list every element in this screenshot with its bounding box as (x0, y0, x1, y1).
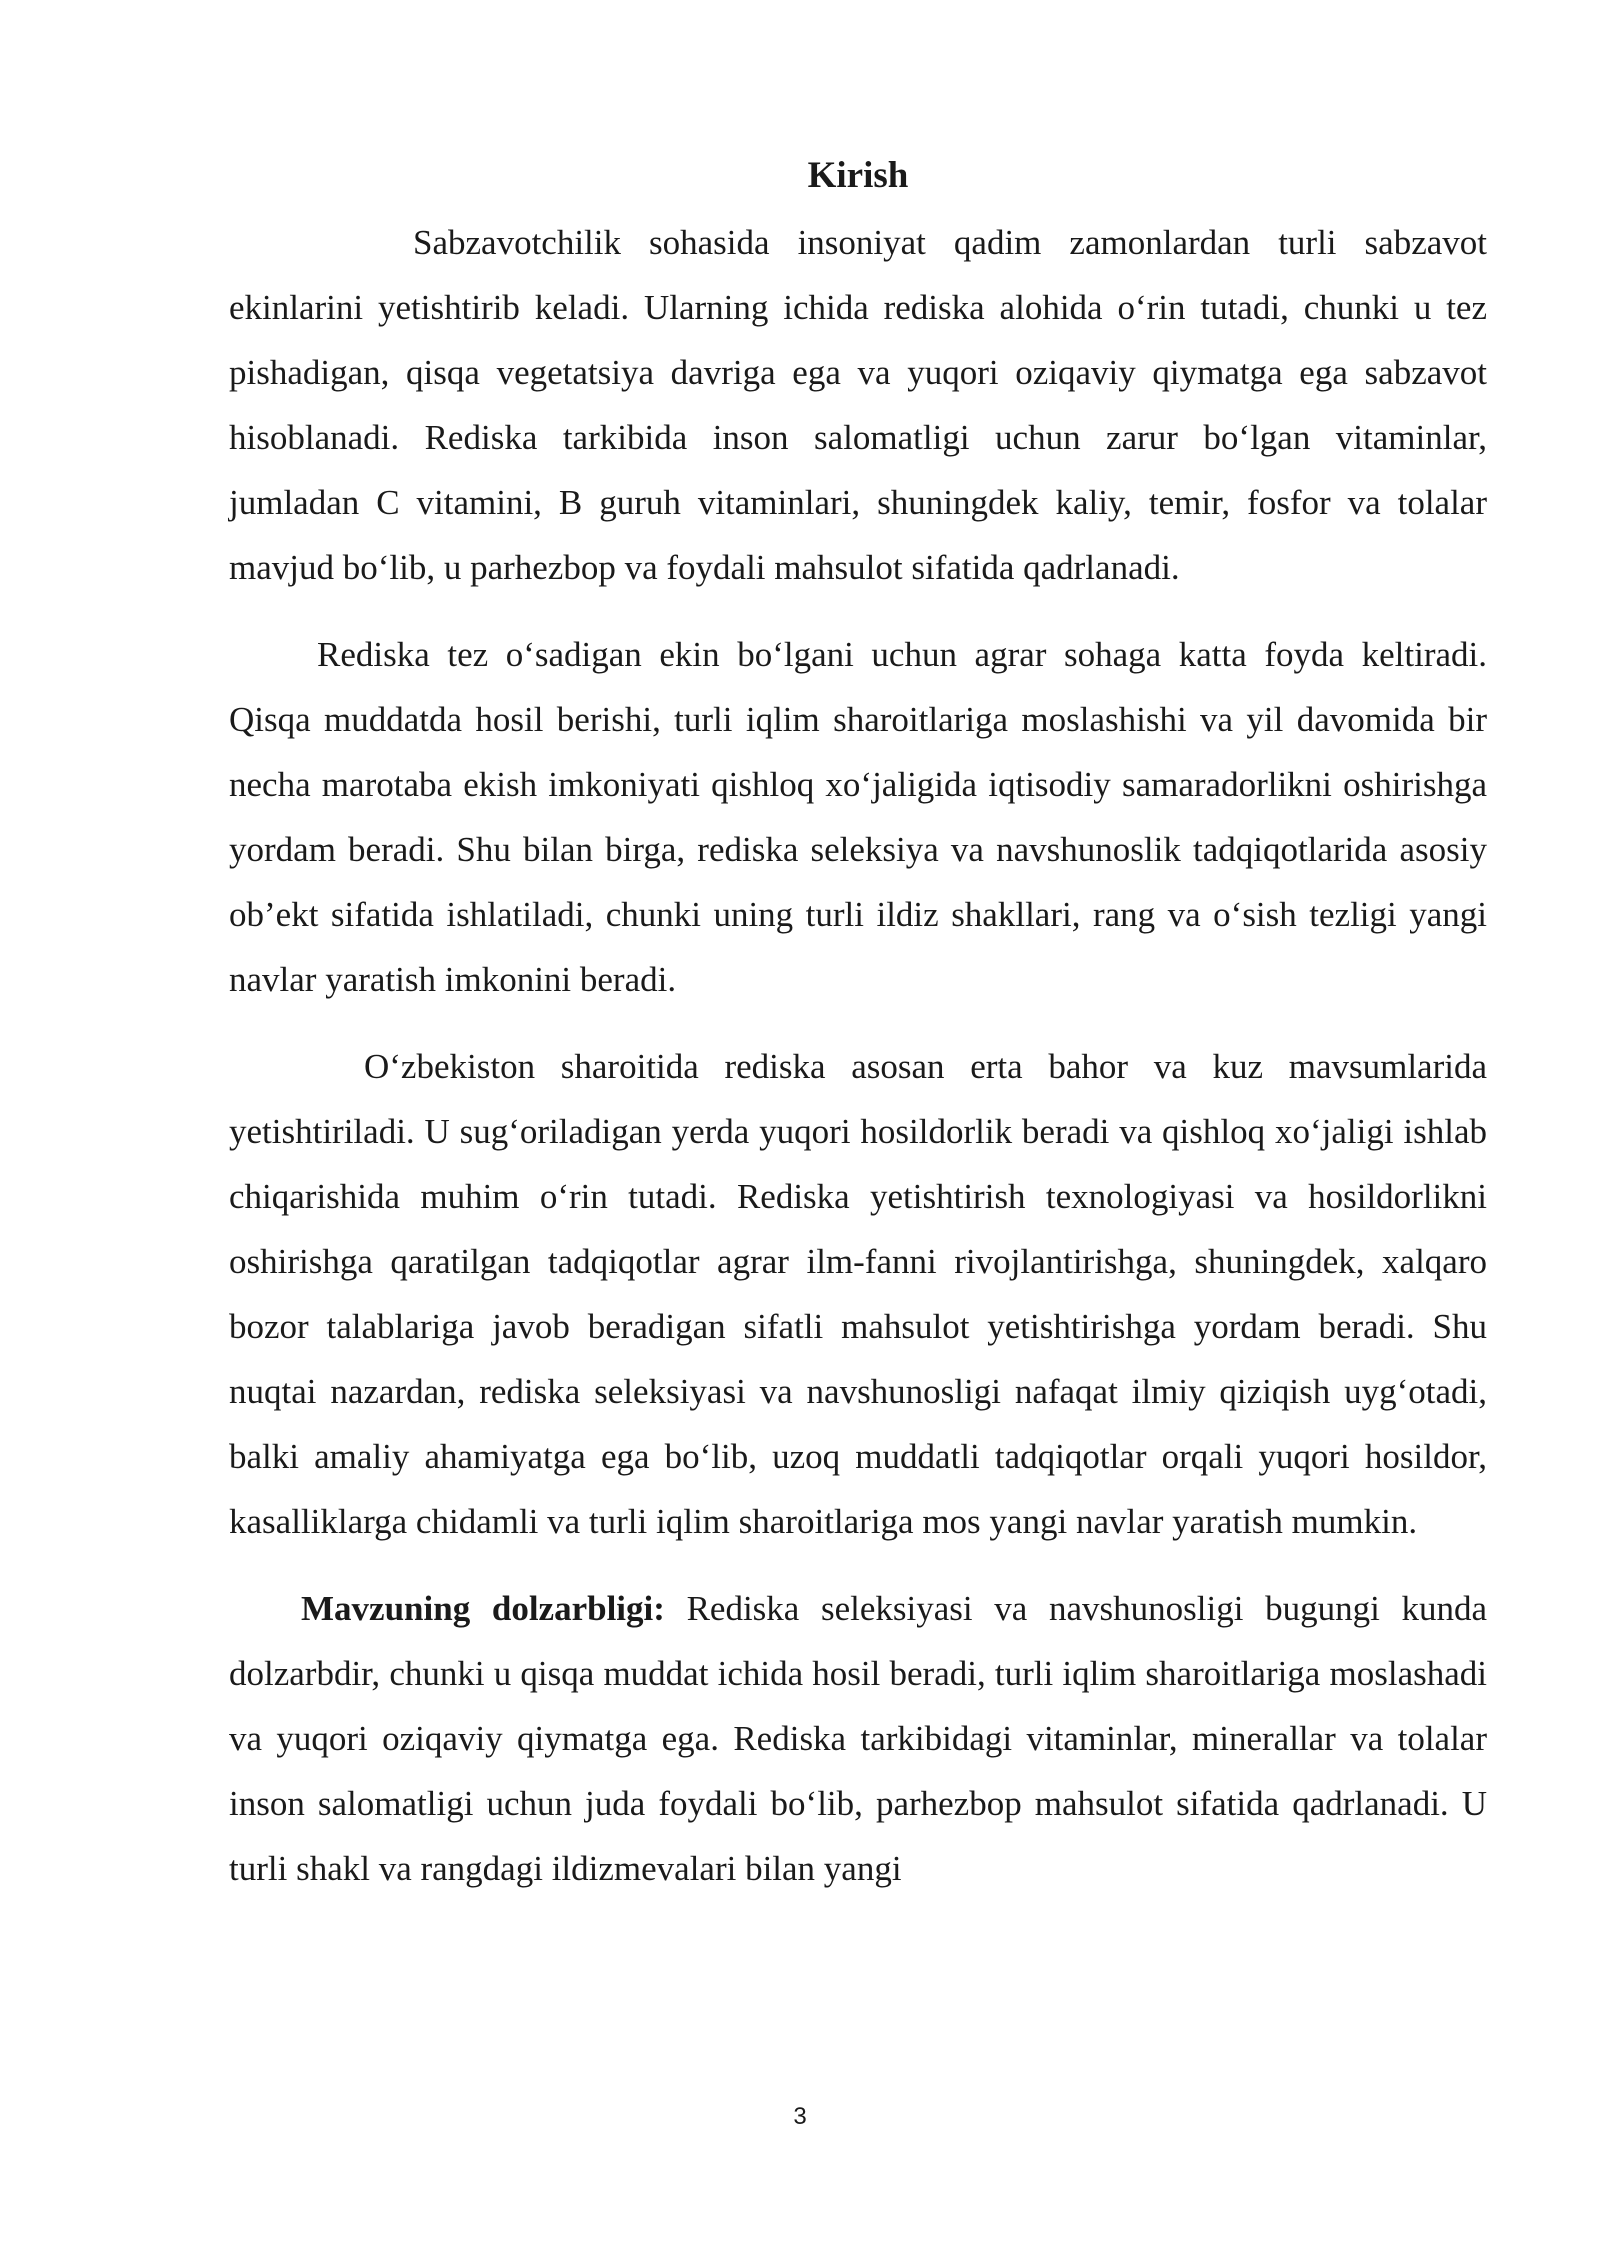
relevance-lead: Mavzuning dolzarbligi: (301, 1589, 665, 1628)
page-content (229, 148, 1487, 1901)
paragraph-relevance (229, 1576, 1487, 1901)
paragraph-intro: Sabzavotchilik sohasida insoniyat qadim zamonlardan turli sabzavot ekinlarini yetishtirib keladi. Ularning ichida rediska alohida o‘rin tutadi, chunki u tez pishadigan, qisqa vegetatsiya davriga ega va yuqori oziqaviy qiymatga ega sabzavot hisoblanadi. Rediska tarkibida inson salomatligi uchun zarur bo‘lgan vitaminlar, jumladan C vitamini, B guruh vitaminlari, shuningdek kaliy, temir, fosfor va tolalar mavjud bo‘lib, u parhezbop va foydali mahsulot sifatida qadrlanadi. (229, 223, 1487, 587)
paragraph-benefits: Rediska tez o‘sadigan ekin bo‘lgani uchun agrar sohaga katta foyda keltiradi. Qisqa muddatda hosil berishi, turli iqlim sharoitlariga moslashishi va yil davomida bir necha marotaba ekish imkoniyati qishloq xo‘jaligida iqtisodiy samaradorlikni oshirishga yordam beradi. Shu bilan birga, rediska seleksiya va navshunoslik tadqiqotlarida asosiy ob’ekt sifatida ishlatiladi, chunki uning turli ildiz shakllari, rang va o‘sish tezligi yangi navlar yaratish imkonini beradi. (229, 635, 1487, 999)
relevance-text: Rediska seleksiyasi va navshunosligi bugungi kunda dolzarbdir, chunki u qisqa muddat ichida hosil beradi, turli iqlim sharoitlariga moslashadi va yuqori oziqaviy qiymatga ega. Rediska tarkibidagi vitaminlar, minerallar va tolalar inson salomatligi uchun juda foydali bo‘lib, parhezbop mahsulot sifatida qadrlanadi. U turli shakl va rangdagi ildizmevalari bilan yangi (229, 1589, 1487, 1888)
page-number: 3 (793, 2103, 807, 2130)
paragraph-uzbekistan: O‘zbekiston sharoitida rediska asosan erta bahor va kuz mavsumlarida yetishtiriladi. U sug‘oriladigan yerda yuqori hosildorlik beradi va qishloq xo‘jaligi ishlab chiqarishida muhim o‘rin tutadi. Rediska yetishtirish texnologiyasi va hosildorlikni oshirishga qaratilgan tadqiqotlar agrar ilm-fanni rivojlantirishga, shuningdek, xalqaro bozor talablariga javob beradigan sifatli mahsulot yetishtirishga yordam beradi. Shu nuqtai nazardan, rediska seleksiyasi va navshunosligi nafaqat ilmiy qiziqish uyg‘otadi, balki amaliy ahamiyatga ega bo‘lib, uzoq muddatli tadqiqotlar orqali yuqori hosildor, kasalliklarga chidamli va turli iqlim sharoitlariga mos yangi navlar yaratish mumkin. (229, 1047, 1487, 1541)
section-title: Kirish (807, 155, 909, 196)
